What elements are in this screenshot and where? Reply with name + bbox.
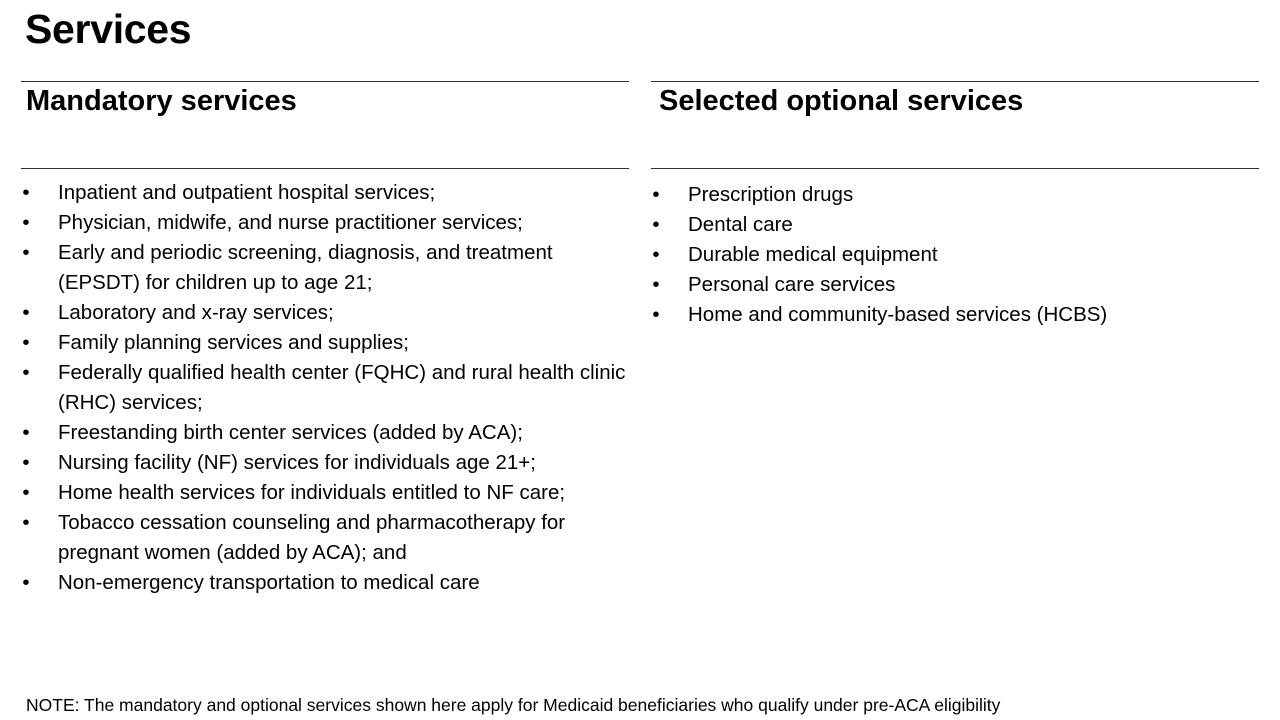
list-item-text: Early and periodic screening, diagnosis, and treatment (EPSDT) for children up to age 21; bbox=[58, 241, 553, 294]
bullet-icon: • bbox=[652, 183, 660, 206]
list-item-text: Tobacco cessation counseling and pharmacotherapy for pregnant women (added by ACA); and bbox=[58, 511, 566, 564]
footnote: NOTE: The mandatory and optional services shown here apply for Medicaid beneficiaries who qualify under pre-ACA eligibility bbox=[26, 695, 1001, 715]
bullet-icon: • bbox=[22, 481, 30, 504]
list-item-text: Freestanding birth center services (added by ACA); bbox=[58, 421, 523, 444]
bottom-divider bbox=[21, 168, 629, 169]
list-item-text: Personal care services bbox=[688, 273, 896, 296]
list-item bbox=[21, 238, 629, 298]
bullet-icon: • bbox=[22, 421, 30, 444]
list-item-text: Family planning services and supplies; bbox=[58, 331, 409, 354]
bullet-icon: • bbox=[22, 571, 30, 594]
list-item-text: Non-emergency transportation to medical care bbox=[58, 571, 480, 594]
list-item-text: Nursing facility (NF) services for individuals age 21+; bbox=[58, 451, 536, 474]
list-item-text: Laboratory and x-ray services; bbox=[58, 301, 334, 324]
list-item bbox=[21, 208, 629, 238]
list-item bbox=[21, 568, 629, 598]
mandatory-services-heading: Mandatory services bbox=[26, 85, 297, 117]
list-item bbox=[21, 478, 629, 508]
list-item bbox=[651, 270, 1259, 300]
list-item-text: Prescription drugs bbox=[688, 183, 854, 206]
bullet-icon: • bbox=[652, 213, 660, 236]
list-item bbox=[21, 328, 629, 358]
list-item-text: Inpatient and outpatient hospital services; bbox=[58, 181, 436, 204]
mandatory-services-list bbox=[21, 178, 629, 598]
list-item bbox=[21, 178, 629, 208]
bullet-icon: • bbox=[22, 511, 30, 534]
bullet-icon: • bbox=[22, 361, 30, 384]
bullet-icon: • bbox=[22, 301, 30, 324]
bullet-icon: • bbox=[652, 243, 660, 266]
list-item bbox=[21, 298, 629, 328]
bullet-icon: • bbox=[22, 181, 30, 204]
list-item bbox=[651, 210, 1259, 240]
list-item-text: Federally qualified health center (FQHC) and rural health clinic (RHC) services; bbox=[58, 361, 626, 414]
bullet-icon: • bbox=[652, 273, 660, 296]
list-item bbox=[21, 418, 629, 448]
list-item bbox=[651, 300, 1259, 330]
list-item bbox=[21, 508, 629, 568]
page-title: Services bbox=[25, 6, 192, 52]
list-item-text: Physician, midwife, and nurse practitioner services; bbox=[58, 211, 523, 234]
bullet-icon: • bbox=[22, 331, 30, 354]
list-item bbox=[21, 358, 629, 418]
bottom-divider bbox=[651, 168, 1259, 169]
list-item bbox=[651, 180, 1259, 210]
bullet-icon: • bbox=[22, 211, 30, 234]
optional-services-heading: Selected optional services bbox=[659, 85, 1024, 117]
bullet-icon: • bbox=[652, 303, 660, 326]
list-item-text: Dental care bbox=[688, 213, 793, 236]
list-item bbox=[21, 448, 629, 478]
bullet-icon: • bbox=[22, 451, 30, 474]
list-item-text: Home health services for individuals entitled to NF care; bbox=[58, 481, 566, 504]
list-item bbox=[651, 240, 1259, 270]
optional-services-list bbox=[651, 180, 1259, 330]
optional-services-column bbox=[651, 81, 1259, 330]
list-item-text: Durable medical equipment bbox=[688, 243, 938, 266]
bullet-icon: • bbox=[22, 241, 30, 264]
mandatory-services-column bbox=[21, 81, 629, 598]
list-item-text: Home and community-based services (HCBS) bbox=[688, 303, 1108, 326]
